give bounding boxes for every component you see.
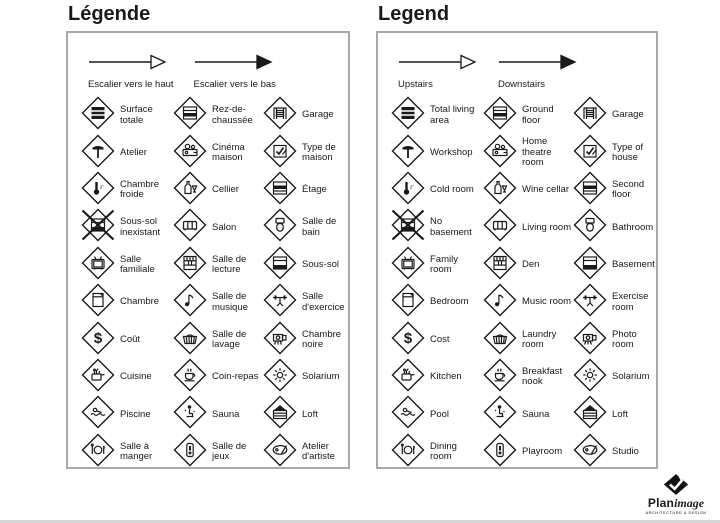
legend-grid [378, 97, 656, 471]
floor-stack-ground-icon [173, 96, 207, 135]
legend-item-label: Breakfast nook [522, 365, 563, 388]
logo-name-italic: image [674, 496, 705, 510]
legend-item-label: Music room [522, 296, 572, 308]
laundry-basket-icon [173, 321, 207, 360]
logo-name-bold: Plan [647, 496, 675, 510]
legend-item [81, 321, 173, 358]
legend-item-label: Chambre froide [120, 178, 160, 201]
music-note-icon [483, 283, 517, 322]
legend-item [483, 359, 573, 396]
legend-item-label: Family room [430, 253, 458, 276]
stairs-up-arrow-icon [88, 54, 168, 75]
legend-item-label: Photo room [612, 328, 637, 351]
legend-item [391, 172, 483, 209]
legend-item [391, 434, 483, 471]
legend-item-label: Kitchen [430, 371, 462, 383]
legend-item [263, 134, 345, 171]
legend-item [173, 247, 263, 284]
legend-item [263, 247, 345, 284]
sun-icon [263, 358, 297, 397]
legend-item [483, 284, 573, 321]
legend-item [173, 134, 263, 171]
legend-item [81, 284, 173, 321]
wine-icon [483, 171, 517, 210]
loft-roof-icon [573, 395, 607, 434]
sofa-icon [483, 208, 517, 247]
svg-text:$: $ [93, 329, 103, 347]
legend-item-label: Sauna [522, 408, 550, 420]
plate-cutlery-icon [81, 433, 115, 472]
panel-box-french [66, 31, 350, 469]
legend-item [573, 209, 655, 246]
floor-stack-bottom-icon [263, 246, 297, 285]
legend-item-label: Salon [212, 221, 237, 233]
legend-item [391, 396, 483, 433]
legend-item [81, 209, 173, 246]
music-note-icon [173, 283, 207, 322]
swimmer-icon [81, 395, 115, 434]
legend-item [173, 97, 263, 134]
legend-item [263, 284, 345, 321]
floor-stack-full-icon [81, 96, 115, 135]
legend-item [263, 396, 345, 433]
legend-item [263, 209, 345, 246]
stairs-up-arrow-icon [398, 54, 478, 75]
plate-cutlery-icon [391, 433, 425, 472]
arrow-row [68, 33, 348, 90]
legend-item [263, 321, 345, 358]
legend-item [391, 97, 483, 134]
legend-item-label: Piscine [120, 408, 151, 420]
hammer-icon [391, 134, 425, 173]
house-check-icon [263, 134, 297, 173]
legend-item-label: Total living area [430, 104, 475, 126]
legend-item [81, 396, 173, 433]
legend-item-label: Chambre [120, 296, 160, 308]
stairs-down-arrow-label: Escalier vers le bas [193, 79, 276, 90]
toilet-icon [573, 208, 607, 247]
palette-icon [263, 433, 297, 472]
legend-item-label: Salle de musique [212, 291, 248, 313]
legend-item [173, 359, 263, 396]
legend-item-label: Ground floor [522, 104, 554, 126]
thermometer-icon [81, 171, 115, 210]
legend-item-label: Salle d'exercice [302, 291, 345, 313]
legend-item-label: Salle de lavage [212, 328, 247, 351]
stairs-down-arrow-group [194, 54, 276, 90]
sauna-person-icon [483, 395, 517, 434]
laundry-basket-icon [483, 321, 517, 360]
tv-icon [391, 246, 425, 285]
legend-item-label: Second floor [612, 178, 645, 201]
legend-item [81, 172, 173, 209]
legend-item-label: Loft [302, 408, 318, 420]
legend-item [483, 209, 573, 246]
legend-item [391, 321, 483, 358]
toy-box-icon [173, 433, 207, 472]
legend-item [483, 247, 573, 284]
legend-item-label: Sous-sol [302, 259, 339, 270]
garage-icon [573, 96, 607, 135]
svg-text:$: $ [403, 329, 413, 347]
swimmer-icon [391, 395, 425, 434]
bed-icon [391, 283, 425, 322]
camera-icon [263, 321, 297, 360]
legend-item [573, 434, 655, 471]
legend-item [573, 321, 655, 358]
legend-item-label: Home theatre room [522, 136, 552, 169]
legend-grid [68, 97, 348, 471]
legend-item [173, 321, 263, 358]
coffee-cup-icon [483, 358, 517, 397]
legend-item-label: Salle de bain [302, 216, 337, 238]
legend-item [173, 434, 263, 471]
legend-item-label: Salle à manger [120, 440, 153, 463]
sun-icon [573, 358, 607, 397]
legend-item [573, 396, 655, 433]
legend-item [483, 321, 573, 358]
legend-item-label: Salle de lecture [212, 253, 247, 276]
legend-item [263, 97, 345, 134]
stairs-up-arrow-group [398, 54, 478, 90]
legend-item-label: Atelier d'artiste [302, 440, 335, 463]
legend-item-label: Solarium [612, 371, 650, 383]
legend-item [483, 434, 573, 471]
stairs-down-arrow-icon [194, 54, 274, 75]
legend-item-label: Wine cellar [522, 184, 569, 196]
legend-item [573, 284, 655, 321]
legend-item-label: Bathroom [612, 221, 654, 233]
legend-item [263, 172, 345, 209]
stairs-up-arrow-label: Escalier vers le haut [88, 79, 174, 90]
stairs-up-arrow-group [88, 54, 174, 90]
legend-item [483, 396, 573, 433]
legend-item [263, 434, 345, 471]
legend-item [81, 97, 173, 134]
legend-item-label: Workshop [430, 146, 473, 158]
legend-item-label: Playroom [522, 445, 563, 457]
legend-item-label: Living room [522, 221, 572, 233]
legend-item-label: Cost [430, 333, 450, 345]
camera-icon [573, 321, 607, 360]
legend-item [391, 134, 483, 171]
coffee-cup-icon [173, 358, 207, 397]
panel-title-english: Legend [378, 3, 450, 25]
garage-icon [263, 96, 297, 135]
legend-panel-english [376, 0, 658, 475]
panel-box-english [376, 31, 658, 469]
legend-item [81, 359, 173, 396]
floor-stack-bottom-icon [573, 246, 607, 285]
wine-icon [173, 171, 207, 210]
floor-stack-full-icon [391, 96, 425, 135]
legend-item-label: Pool [430, 408, 450, 420]
legend-item-label: Atelier [120, 146, 147, 158]
logo-tagline: ARCHITECTURE & DESIGN [645, 510, 707, 515]
loft-roof-icon [263, 395, 297, 434]
legend-item [573, 359, 655, 396]
legend-item-label: Sauna [212, 408, 240, 420]
legend-item-label: Den [522, 259, 540, 270]
legend-item [573, 172, 655, 209]
projector-icon [483, 134, 517, 173]
legend-item-label: Exercise room [612, 291, 649, 313]
floor-stack-middle-icon [263, 171, 297, 210]
legend-item [573, 97, 655, 134]
dollar-icon [391, 321, 425, 360]
bed-icon [81, 283, 115, 322]
legend-item-label: Type de maison [302, 141, 336, 164]
legend-item [173, 284, 263, 321]
cooking-pot-icon [391, 358, 425, 397]
svg-text:2°: 2° [409, 184, 415, 190]
legend-item [391, 359, 483, 396]
legend-item-label: No basement [430, 216, 472, 238]
legend-item [483, 134, 573, 171]
arrow-row [378, 33, 656, 90]
legend-item-label: Basement [612, 259, 655, 270]
logo-name [648, 497, 704, 509]
bookshelf-icon [483, 246, 517, 285]
stairs-down-arrow-group [498, 54, 578, 90]
legend-item-label: Étage [302, 184, 327, 196]
stairs-down-arrow-icon [498, 54, 578, 75]
sauna-person-icon [173, 395, 207, 434]
logo-diamond-check-icon [663, 473, 689, 496]
legend-item-label: Garage [612, 109, 644, 121]
tv-icon [81, 246, 115, 285]
legend-item-label: Cellier [212, 184, 239, 196]
legend-item [81, 247, 173, 284]
legend-item [573, 134, 655, 171]
legend-item [263, 359, 345, 396]
legend-item-label: Coût [120, 333, 141, 345]
palette-icon [573, 433, 607, 472]
bookshelf-icon [173, 246, 207, 285]
projector-icon [173, 134, 207, 173]
planimage-logo [639, 473, 713, 515]
toy-box-icon [483, 433, 517, 472]
legend-item-label: Bedroom [430, 296, 469, 308]
panel-title-french: Légende [68, 3, 151, 25]
legend-item-label: Loft [612, 408, 628, 420]
legend-item [391, 209, 483, 246]
floor-stack-ground-icon [483, 96, 517, 135]
legend-item-label: Salle de jeux [212, 440, 247, 463]
svg-text:2°: 2° [99, 184, 105, 190]
legend-item-label: Cuisine [120, 371, 152, 383]
legend-item-label: Garage [302, 109, 334, 121]
legend-item [173, 209, 263, 246]
legend-item-label: Solarium [302, 371, 340, 383]
legend-item-label: Salle familiale [120, 253, 155, 276]
no-basement-icon [391, 208, 425, 247]
legend-item-label: Type of house [612, 141, 644, 164]
hammer-icon [81, 134, 115, 173]
dollar-icon [81, 321, 115, 360]
barbell-icon [573, 283, 607, 322]
house-check-icon [573, 134, 607, 173]
sofa-icon [173, 208, 207, 247]
legend-item [173, 172, 263, 209]
legend-item [483, 97, 573, 134]
legend-item [173, 396, 263, 433]
stairs-down-arrow-label: Downstairs [498, 79, 545, 90]
legend-item [391, 284, 483, 321]
legend-item-label: Chambre noire [302, 328, 342, 351]
legend-item-label: Studio [612, 445, 639, 457]
legend-item [573, 247, 655, 284]
legend-item-label: Surface totale [120, 104, 153, 126]
floor-stack-middle-icon [573, 171, 607, 210]
legend-item-label: Sous-sol inexistant [120, 216, 161, 238]
stairs-up-arrow-label: Upstairs [398, 79, 433, 90]
no-basement-icon [81, 208, 115, 247]
toilet-icon [263, 208, 297, 247]
legend-item-label: Cinéma maison [212, 141, 245, 164]
legend-item-label: Rez-de-chaussée [212, 104, 253, 126]
legend-panel-french [66, 0, 350, 475]
legend-item-label: Dining room [430, 440, 457, 463]
legend-item [391, 247, 483, 284]
legend-item [81, 134, 173, 171]
legend-item [483, 172, 573, 209]
thermometer-icon [391, 171, 425, 210]
legend-item [81, 434, 173, 471]
cooking-pot-icon [81, 358, 115, 397]
legend-item-label: Coin-repas [212, 371, 259, 383]
barbell-icon [263, 283, 297, 322]
legend-item-label: Cold room [430, 184, 474, 196]
legend-item-label: Laundry room [522, 328, 557, 351]
